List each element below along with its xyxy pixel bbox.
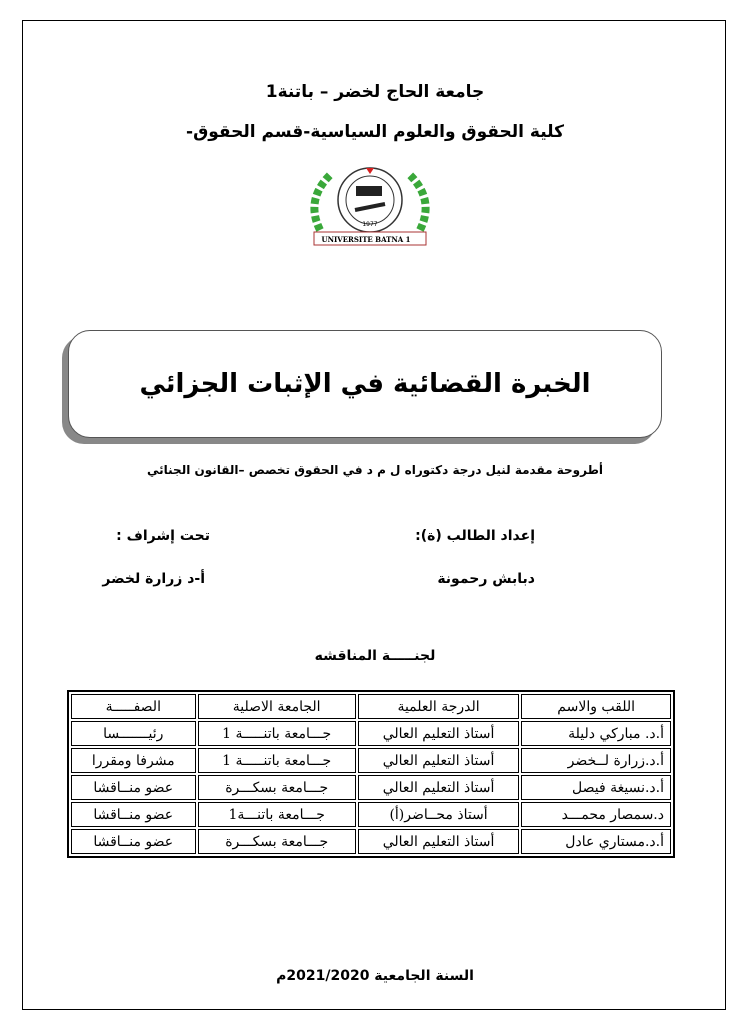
committee-table (67, 690, 675, 858)
faculty-name: كلية الحقوق والعلوم السياسية-قسم الحقوق- (186, 122, 564, 142)
thesis-subtitle: أطروحة مقدمة لنيل درجة دكتوراه ل م د في الحقوق تخصص –القانون الجنائي (147, 463, 603, 477)
table-cell: أستاذ التعليم العالي (358, 748, 520, 773)
table-cell: أستاذ التعليم العالي (358, 775, 520, 800)
table-cell: أ.د.زرارة لــخضر (521, 748, 671, 773)
committee-title: لجنـــــة المناقشه (314, 648, 436, 664)
table-cell: جـــامعة باتنـــة1 (198, 802, 356, 827)
supervisor-label: تحت إشراف : (116, 528, 210, 544)
header-cell: اللقب والاسم (521, 694, 671, 719)
table-row (71, 829, 671, 854)
student-name: دبابش رحمونة (437, 571, 535, 587)
table-cell: أستاذ التعليم العالي (358, 721, 520, 746)
student-label: إعداد الطالب (ة): (415, 528, 535, 544)
university-logo (300, 160, 440, 248)
table-cell: جـــامعة بسكـــرة (198, 829, 356, 854)
table-row (71, 721, 671, 746)
table-cell: جـــامعة باتنـــــة 1 (198, 721, 356, 746)
table-cell: عضو منــاقشا (71, 802, 196, 827)
header-cell: الدرجة العلمية (358, 694, 520, 719)
table-cell: مشرفا ومقررا (71, 748, 196, 773)
table-cell: جـــامعة بسكـــرة (198, 775, 356, 800)
table-header-row (71, 694, 671, 719)
thesis-title: الخبرة القضائية في الإثبات الجزائي (68, 330, 662, 438)
table-row (71, 802, 671, 827)
header-cell: الجامعة الاصلية (198, 694, 356, 719)
table-cell: جـــامعة باتنـــــة 1 (198, 748, 356, 773)
table-cell: أ.د.مستاري عادل (521, 829, 671, 854)
table-cell: أستاذ محــاضر(أ) (358, 802, 520, 827)
academic-year: السنة الجامعية 2021/2020م (276, 968, 474, 984)
table-cell: عضو منــاقشا (71, 775, 196, 800)
table-cell: أ.د. مباركي دليلة (521, 721, 671, 746)
svg-text:1977: 1977 (362, 221, 378, 228)
table-cell: عضو منــاقشا (71, 829, 196, 854)
table-row (71, 748, 671, 773)
table-cell: د.سمصار محمـــد (521, 802, 671, 827)
header-cell: الصفـــــة (71, 694, 196, 719)
table-row (71, 775, 671, 800)
table-cell: أ.د.نسيغة فيصل (521, 775, 671, 800)
table-cell: رئيـــــــسا (71, 721, 196, 746)
university-name: جامعة الحاج لخضر – باتنة1 (265, 82, 485, 102)
supervisor-name: أ-د زرارة لخضر (102, 571, 205, 587)
svg-text:UNIVERSITE BATNA 1: UNIVERSITE BATNA 1 (321, 235, 411, 244)
table-cell: أستاذ التعليم العالي (358, 829, 520, 854)
